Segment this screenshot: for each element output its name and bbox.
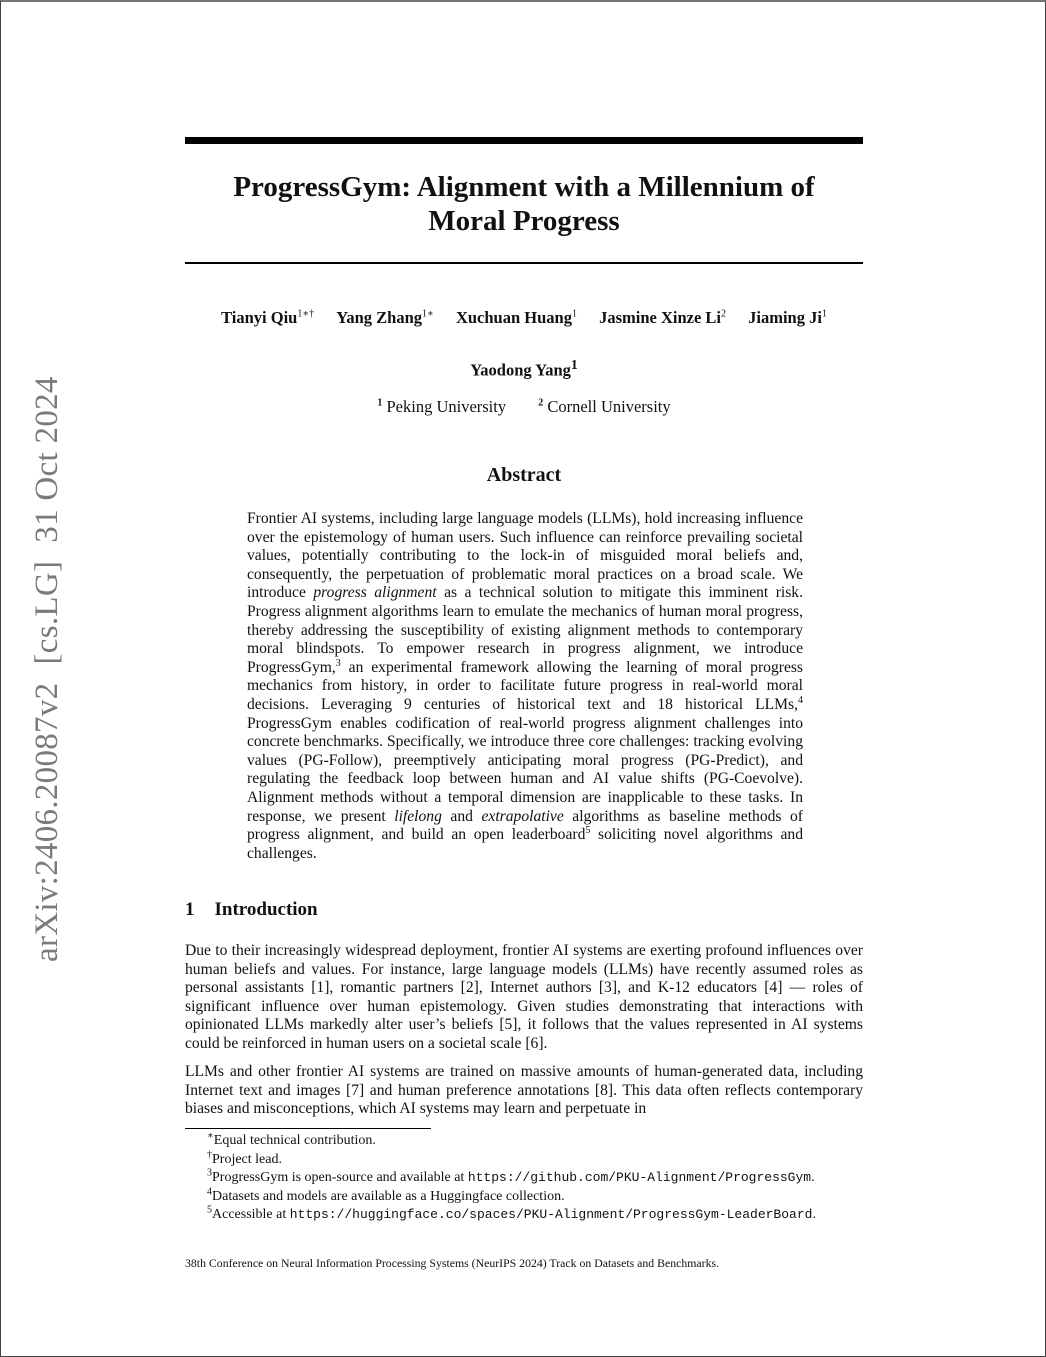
affiliation-name: Cornell University [547, 397, 671, 416]
footnote-ref[interactable]: 3 [335, 657, 341, 669]
abstract-text: algorithms as baseline methods of progress alignment, and build an open leaderboard [247, 807, 804, 844]
abstract-emphasis: lifelong [394, 807, 442, 825]
body-paragraph: Due to their increasingly widespread deployment, frontier AI systems are exerting profound influences over human beliefs and values. For instance, large language models (LLMs) have recently assumed roles as personal assistants [1], romantic partners [2], Internet authors [3], and K-12 educators [4] — roles of significant influence over human epistemology. Given studies demonstrating that interactions with opinionated LLMs markedly alter user’s beliefs [5], it follows that the values represented in AI systems could be reinforced in human users on a societal scale [6]. [185, 942, 863, 1052]
footnote-mark: 3 [207, 1167, 212, 1179]
arxiv-side-identifier [29, 358, 66, 962]
author-name: Jiaming Ji [748, 308, 822, 327]
footnote-text: . [811, 1170, 815, 1185]
title-line-2: Moral Progress [428, 205, 620, 237]
paper-title [185, 170, 863, 238]
footnote-mark: † [207, 1148, 212, 1160]
footnote-rule [185, 1128, 431, 1129]
conference-note: 38th Conference on Neural Information Processing Systems (NeurIPS 2024) Track on Datasets and Benchmarks. [185, 1256, 720, 1270]
author-marks: 1 [570, 357, 578, 372]
footnote-text: ProgressGym is open-source and available at [212, 1170, 468, 1185]
abstract-body [247, 510, 803, 863]
abstract-text: and [441, 807, 482, 825]
affiliation-number: 1 [377, 397, 383, 409]
author-name: Yaodong Yang [470, 360, 571, 380]
title-top-rule [185, 137, 863, 144]
footnote [207, 1169, 867, 1188]
body-paragraph: LLMs and other frontier AI systems are trained on massive amounts of human-generated data, including Internet text and images [7] and human preference annotations [8]. This data often reflects contemporary biases and misconceptions, which AI systems may learn and perpetuate in [185, 1063, 863, 1118]
abstract-emphasis: extrapolative [481, 807, 564, 825]
title-bottom-rule [185, 262, 863, 264]
affiliation-name: Peking University [386, 397, 507, 416]
footnote-link[interactable]: https://huggingface.co/spaces/PKU-Alignment/ProgressGym-LeaderBoard [289, 1207, 813, 1222]
author-name: Xuchuan Huang [455, 308, 572, 327]
author-name: Yang Zhang [336, 308, 423, 327]
abstract-text: ProgressGym enables codification of real-world progress alignment challenges into concrete benchmarks. Specifically, we introduce three core challenges: tracking evolving values (PG-Follow), preemptively anticipating moral progress (PG-Predict), and regulating the feedback loop between human and AI value shifts (PG-Coevolve). Alignment methods without a temporal dimension are inapplicable to these tasks. In response, we present [247, 714, 803, 825]
author-marks: 2 [721, 308, 726, 320]
author [748, 308, 827, 328]
section-number: 1 [185, 899, 195, 920]
footnote-mark: 5 [207, 1204, 212, 1216]
abstract-text: Frontier AI systems, including large language models (LLMs), hold increasing influence over the epistemology of human users. Such influence can reinforce prevailing societal values, potentially contributing to the lock-in of misguided moral beliefs and, consequently, the perpetuation of problematic moral practices on a broad scale. We introduce [247, 510, 803, 602]
affiliation-number: 2 [538, 397, 544, 409]
section-heading [185, 899, 318, 921]
affiliation [538, 397, 670, 417]
affiliation [377, 397, 506, 417]
footnote [207, 1148, 867, 1170]
author-name: Tianyi Qiu [221, 308, 298, 327]
title-line-1: ProgressGym: Alignment with a Millennium of [233, 171, 815, 203]
footnote-text: Datasets and models are available as a Huggingface collection. [212, 1188, 565, 1204]
footnotes [207, 1132, 867, 1225]
abstract-text: soliciting novel algorithms and challenges. [247, 826, 803, 862]
abstract-emphasis: progress alignment [313, 584, 437, 602]
author-list-line-2 [185, 357, 863, 381]
footnote-mark: ∗ [207, 1130, 214, 1142]
author-name: Jasmine Xinze Li [599, 308, 721, 327]
abstract-text: an experimental framework allowing the learning of moral progress mechanics from history, in order to facilitate future progress in real-world moral decisions. Leveraging 9 centuries of historical text and 18 historical LLMs, [247, 658, 803, 713]
author-marks: 1∗† [297, 308, 315, 320]
arxiv-id: arXiv:2406.20087v2 [29, 682, 65, 962]
footnote-mark: 4 [207, 1185, 212, 1197]
footnote-ref[interactable]: 5 [585, 824, 591, 836]
arxiv-category: [cs.LG] [29, 560, 65, 665]
affiliations [185, 397, 863, 417]
author-marks: 1∗ [422, 308, 434, 320]
author [221, 308, 314, 328]
author-list [185, 308, 863, 328]
footnote-text: Equal technical contribution. [213, 1133, 376, 1148]
author [599, 308, 726, 328]
footnote [207, 1206, 867, 1225]
footnote [207, 1185, 867, 1207]
footnote-text: . [812, 1207, 816, 1222]
footnote-text: Project lead. [212, 1151, 282, 1167]
footnote-ref[interactable]: 4 [798, 694, 803, 706]
abstract-heading: Abstract [486, 464, 562, 486]
author [336, 308, 434, 328]
section-title: Introduction [214, 899, 318, 920]
arxiv-date: 31 Oct 2024 [29, 376, 65, 543]
footnote-text: Accessible at [212, 1207, 290, 1222]
author-marks: 1 [821, 308, 827, 320]
footnote-link[interactable]: https://github.com/PKU-Alignment/ProgressGym [467, 1170, 812, 1185]
footnote [207, 1132, 867, 1151]
author [456, 308, 577, 328]
author-marks: 1 [571, 308, 577, 320]
abstract-text: as a technical solution to mitigate this imminent risk. Progress alignment algorithms learn to emulate the mechanics of human moral progress, thereby addressing the susceptibility of existing alignment methods to contemporary moral blindspots. To empower research in progress alignment, we introduce ProgressGym, [247, 584, 803, 676]
